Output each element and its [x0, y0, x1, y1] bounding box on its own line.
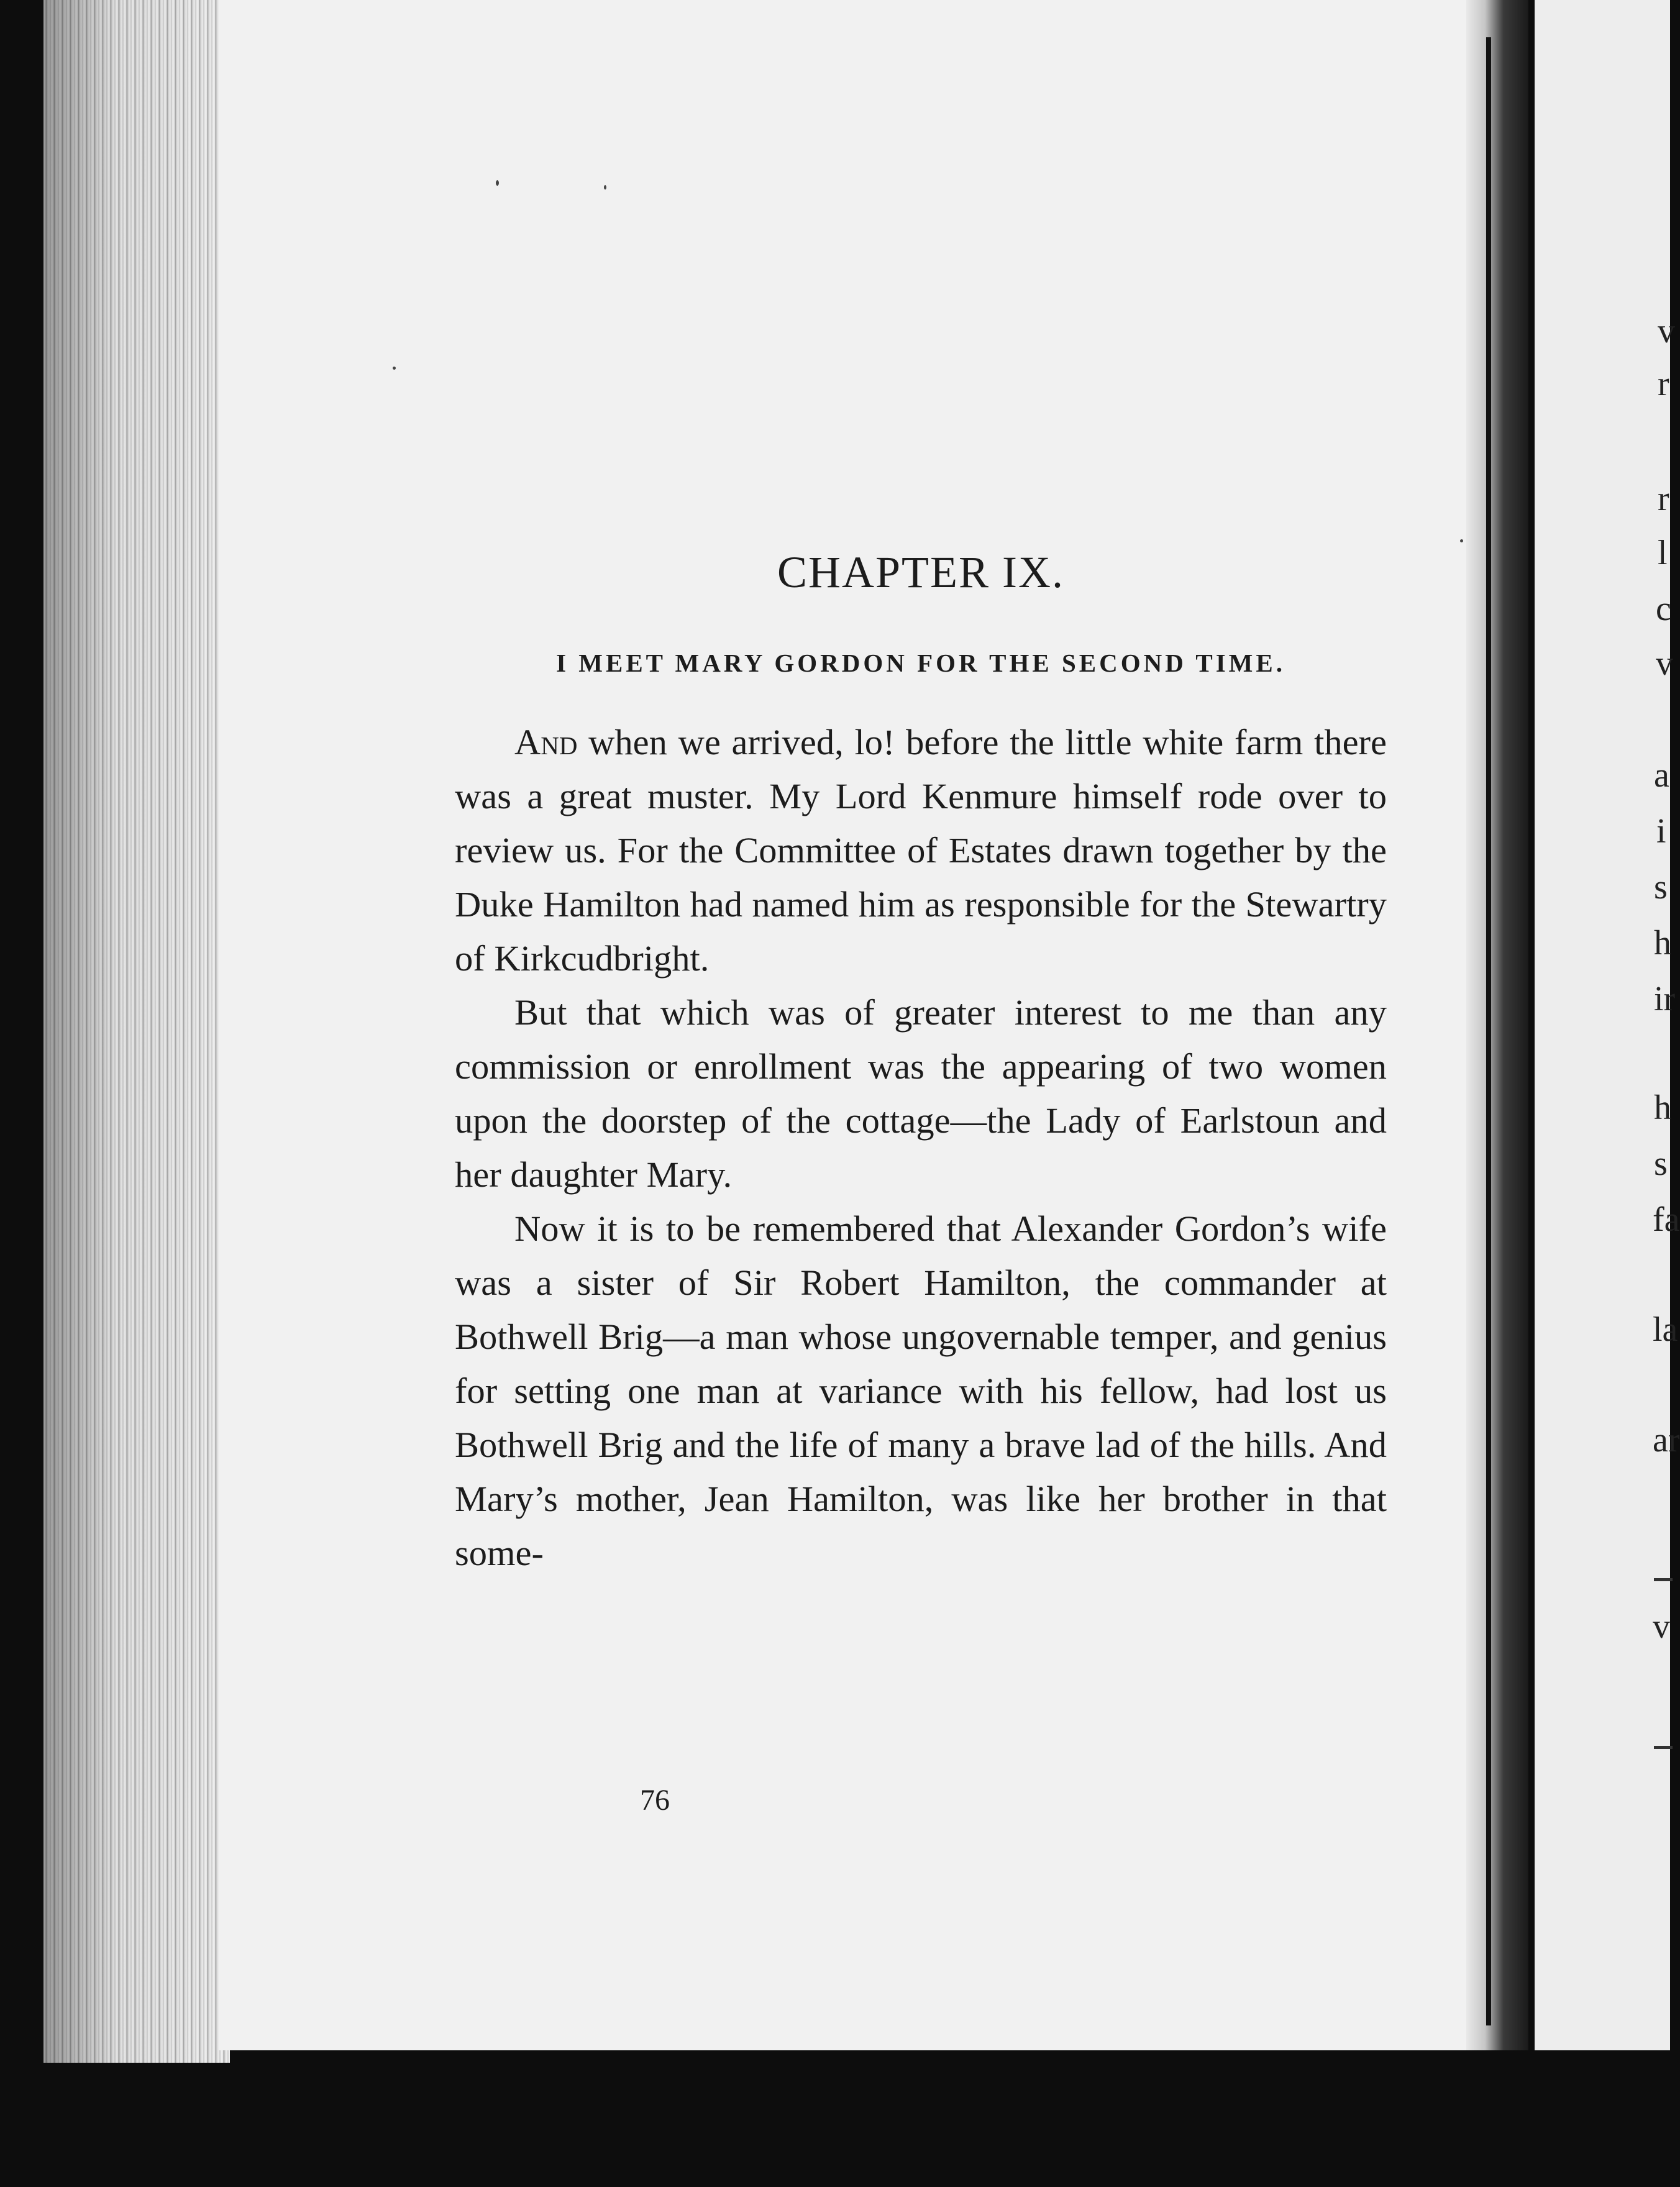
page-number: 76: [640, 1784, 670, 1817]
chapter-subtitle: I MEET MARY GORDON FOR THE SECOND TIME.: [556, 649, 1285, 677]
paper-speck: [604, 185, 606, 189]
facing-page-fragment: v: [1658, 312, 1675, 350]
facing-page-fragment: h: [1654, 924, 1671, 962]
facing-page: [1535, 0, 1680, 2050]
paper-speck: [393, 367, 396, 370]
paragraph: But that which was of greater interest to me than any commission or enrollment was the appearing of two women upon the doorstep of the cottage—the Lady of Earlstoun and her daughter Mary.: [455, 992, 1387, 1195]
book-gutter: [1466, 0, 1528, 2050]
facing-page-fragment: s: [1654, 1144, 1668, 1183]
facing-page-fragment: r: [1658, 365, 1669, 403]
facing-page-fragment: ir: [1654, 980, 1676, 1018]
facing-page-fragment: la: [1653, 1310, 1678, 1349]
paper-speck: [1460, 539, 1463, 542]
facing-page-fragment: a: [1654, 756, 1669, 795]
facing-page-fragment: l: [1658, 534, 1668, 572]
facing-page-fragment: i: [1656, 812, 1666, 851]
facing-page-fragment: s: [1654, 868, 1668, 906]
text-block: [455, 547, 1387, 1580]
facing-page-fragment: r: [1658, 480, 1669, 518]
paragraph: [455, 715, 1387, 985]
facing-page-fragment: c: [1656, 590, 1671, 628]
facing-page-fragment: v: [1653, 1607, 1670, 1646]
paper-speck: [496, 180, 499, 186]
facing-page-fragment: ar: [1653, 1421, 1680, 1459]
paragraph-lead-word: And: [514, 722, 578, 762]
facing-page-rule: [1654, 1578, 1673, 1581]
facing-page-fragment: fa: [1653, 1200, 1680, 1239]
paragraph: Now it is to be remembered that Alexander Gordon’s wife was a sister of Sir Robert Hamilton, the commander at Bothwell Brig—a man whose ungovernable temper, and genius for setting one man at variance with his fellow, had lost us Bothwell Brig and the life of many a brave lad of the hills. And Mary’s mother, Jean Hamilton, was like her brother in that some-: [455, 1208, 1387, 1573]
facing-page-fragment: h: [1654, 1089, 1671, 1127]
paragraph-text: when we arrived, lo! before the little white farm there was a great muster. My Lord Kenmure himself rode over to review us. For the Committee of Estates drawn together by the Duke Hamilton had named him as responsible for the Stewartry of Kirkcudbright.: [455, 722, 1387, 979]
facing-page-fragment: v: [1656, 644, 1673, 683]
chapter-heading: CHAPTER IX.: [777, 547, 1064, 597]
facing-page-rule: [1654, 1746, 1673, 1749]
page-edges-shadow: [43, 0, 230, 2063]
gutter-shadow: [1486, 37, 1491, 2025]
